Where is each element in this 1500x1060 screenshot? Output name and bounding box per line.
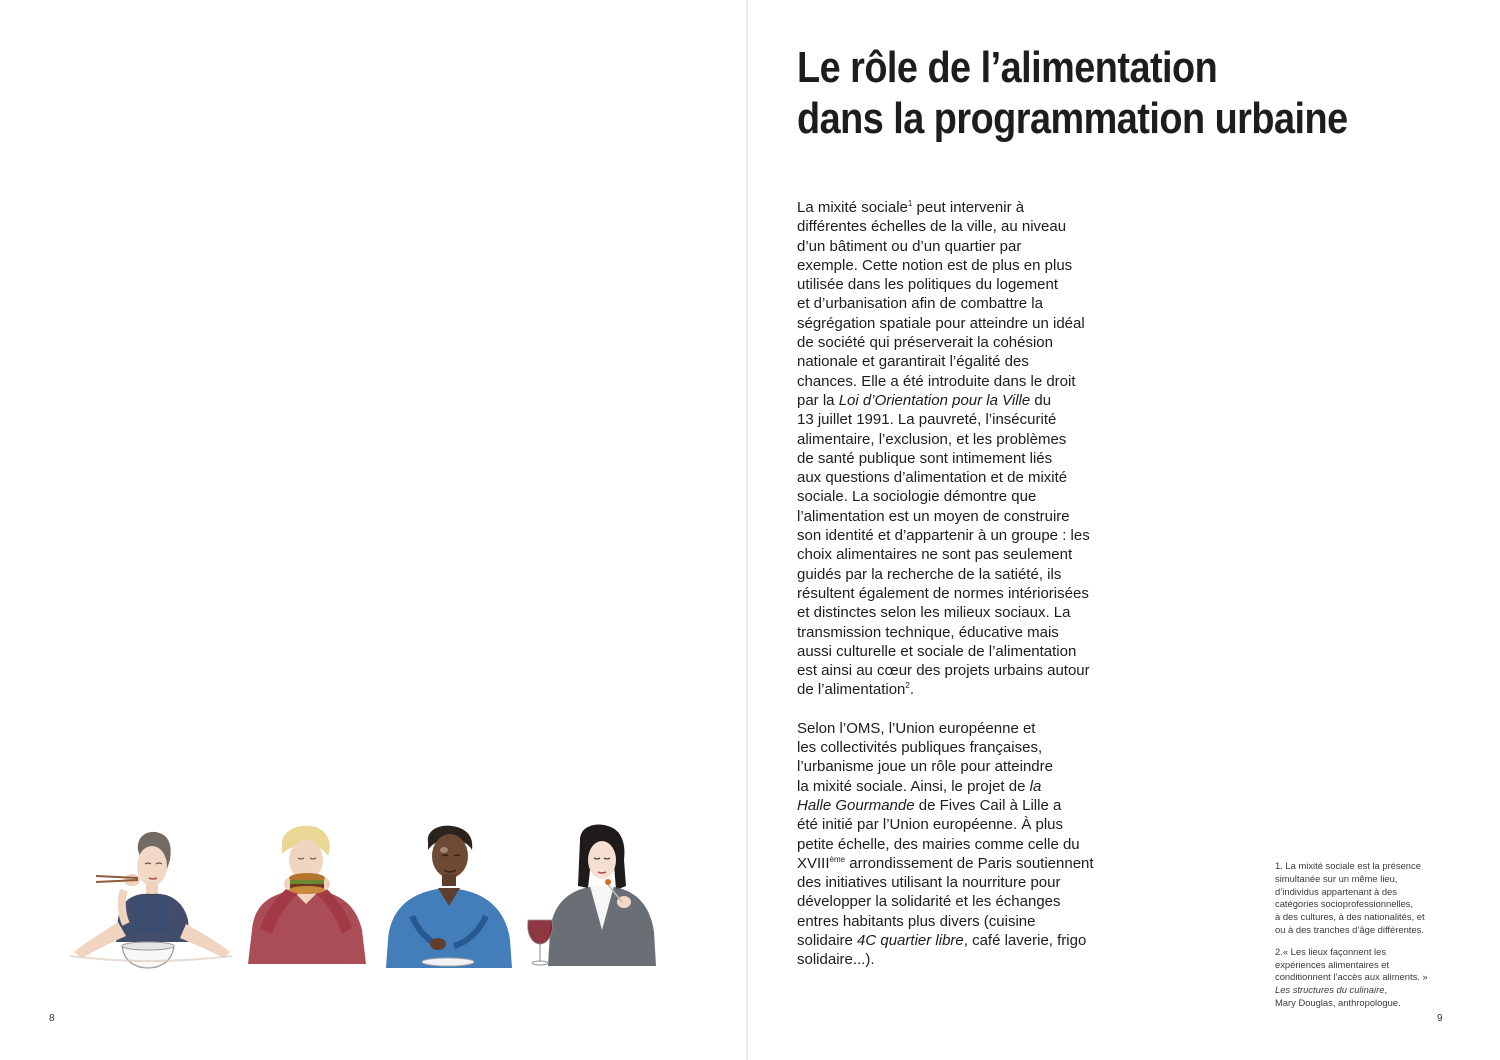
text-line: solidaire...). <box>797 951 875 969</box>
text-run: , <box>1384 984 1388 996</box>
text-run: , café laverie, frigo <box>963 931 1087 949</box>
text-line: les collectivités publiques françaises, <box>797 739 1043 757</box>
text-run: de Fives Cail à Lille a <box>914 796 1062 814</box>
footnote-2 <box>1275 946 1455 1010</box>
footnote-line: 1. La mixité sociale est la présence <box>1275 860 1421 871</box>
title-line-2: dans la programmation urbaine <box>797 94 1348 143</box>
text-line: 13 juillet 1991. La pauvreté, l’insécurité <box>797 411 1057 429</box>
text-line: l’urbanisme joue un rôle pour atteindre <box>797 758 1053 776</box>
italic-title: Les structures du culinaire <box>1275 984 1385 996</box>
text-run: . <box>909 681 915 699</box>
footnote-line: d’individus appartenant à des <box>1275 885 1397 897</box>
diner-chopsticks-illustration <box>66 820 236 980</box>
paragraph-1 <box>797 198 1127 700</box>
text-line: Selon l’OMS, l’Union européenne et <box>797 719 1036 737</box>
footnote-line: expériences alimentaires et <box>1275 958 1390 970</box>
text-line: d’un bâtiment ou d’un quartier par <box>797 237 1022 255</box>
diners-illustration <box>66 820 678 980</box>
text-line: utilisée dans les politiques du logement <box>797 276 1058 294</box>
text-line: aux questions d’alimentation et de mixité <box>797 469 1068 487</box>
text-line: développer la solidarité et les échanges <box>797 893 1061 911</box>
text-run: par la <box>797 391 839 409</box>
text-run: solidaire <box>797 931 858 949</box>
text-line: de société qui préserverait la cohésion <box>797 334 1053 352</box>
left-page <box>0 0 746 1060</box>
text-run: du <box>1030 391 1052 409</box>
text-line: entres habitants plus divers (cuisine <box>797 912 1036 930</box>
text-run: peut intervenir à <box>912 199 1025 216</box>
text-line: alimentaire, l’exclusion, et les problèmes <box>797 430 1067 448</box>
text-line: des initiatives utilisant la nourriture pour <box>797 874 1061 892</box>
ordinal-suffix: ème <box>829 854 846 864</box>
footnote-line: conditionnent l’accès aux aliments. » <box>1275 971 1428 983</box>
text-line: sociale. La sociologie démontre que <box>797 488 1037 506</box>
text-run: La mixité sociale <box>797 199 908 216</box>
text-line: petite échelle, des mairies comme celle du <box>797 835 1080 853</box>
text-line: ségrégation spatiale pour atteindre un idéal <box>797 314 1085 332</box>
text-run: de l’alimentation <box>797 681 906 699</box>
text-line: est ainsi au cœur des projets urbains autour <box>797 662 1090 680</box>
text-run: arrondissement de Paris soutiennent <box>845 854 1094 872</box>
footnote-line: à des cultures, à des nationalités, et <box>1275 911 1425 923</box>
page-number-left: 8 <box>49 1013 55 1024</box>
text-line: transmission technique, éducative mais <box>797 623 1059 641</box>
footnote-line: Mary Douglas, anthropologue. <box>1275 996 1401 1008</box>
text-line: et distinctes selon les milieux sociaux. La <box>797 604 1071 622</box>
footnote-ref-1: 1 <box>907 199 913 208</box>
footnote-line: catégories socioprofessionnelles, <box>1275 898 1414 910</box>
text-line: résultent également de normes intériorisées <box>797 584 1089 602</box>
text-run: la mixité sociale. Ainsi, le projet de <box>797 777 1030 795</box>
footnote-line: ou à des tranches d’âge différentes. <box>1275 923 1424 935</box>
text-line: de santé publique sont intimement liés <box>797 449 1053 467</box>
text-line: chances. Elle a été introduite dans le droit <box>797 372 1076 390</box>
diner-burger-illustration <box>238 820 378 980</box>
text-line: guidés par la recherche de la satiété, ils <box>797 565 1062 583</box>
text-run: XVIII <box>797 854 830 872</box>
italic-title: 4C quartier libre <box>857 931 964 949</box>
italic-title: la <box>1029 777 1042 795</box>
footnote-line: 2.« Les lieux façonnent les <box>1275 945 1387 957</box>
footnote-ref-2: 2 <box>905 681 910 691</box>
text-line: son identité et d’appartenir à un groupe : les <box>797 527 1090 545</box>
text-line: nationale et garantirait l’égalité des <box>797 353 1029 371</box>
text-line: l’alimentation est un moyen de construire <box>797 507 1070 525</box>
footnote-1 <box>1275 860 1455 937</box>
page-number-right: 9 <box>1437 1013 1443 1024</box>
diner-blue-shirt-illustration <box>382 820 516 980</box>
text-line: aussi culturelle et sociale de l’alimentation <box>797 642 1077 660</box>
diner-wine-illustration <box>522 820 678 980</box>
italic-title: Halle Gourmande <box>797 796 915 814</box>
text-line: différentes échelles de la ville, au niveau <box>797 218 1067 236</box>
text-line: exemple. Cette notion est de plus en plus <box>797 256 1073 274</box>
italic-title: Loi d’Orientation pour la Ville <box>838 391 1031 409</box>
title-line-1: Le rôle de l’alimentation <box>797 43 1218 92</box>
text-line: et d’urbanisation afin de combattre la <box>797 295 1043 313</box>
footnotes <box>1275 860 1455 1019</box>
footnote-line: simultanée sur un même lieu, <box>1275 872 1398 884</box>
paragraph-2 <box>797 719 1127 970</box>
text-line: été initié par l’Union européenne. À plus <box>797 816 1064 834</box>
body-text <box>797 198 1127 989</box>
page-title <box>797 42 1365 144</box>
text-line: choix alimentaires ne sont pas seulement <box>797 546 1073 564</box>
